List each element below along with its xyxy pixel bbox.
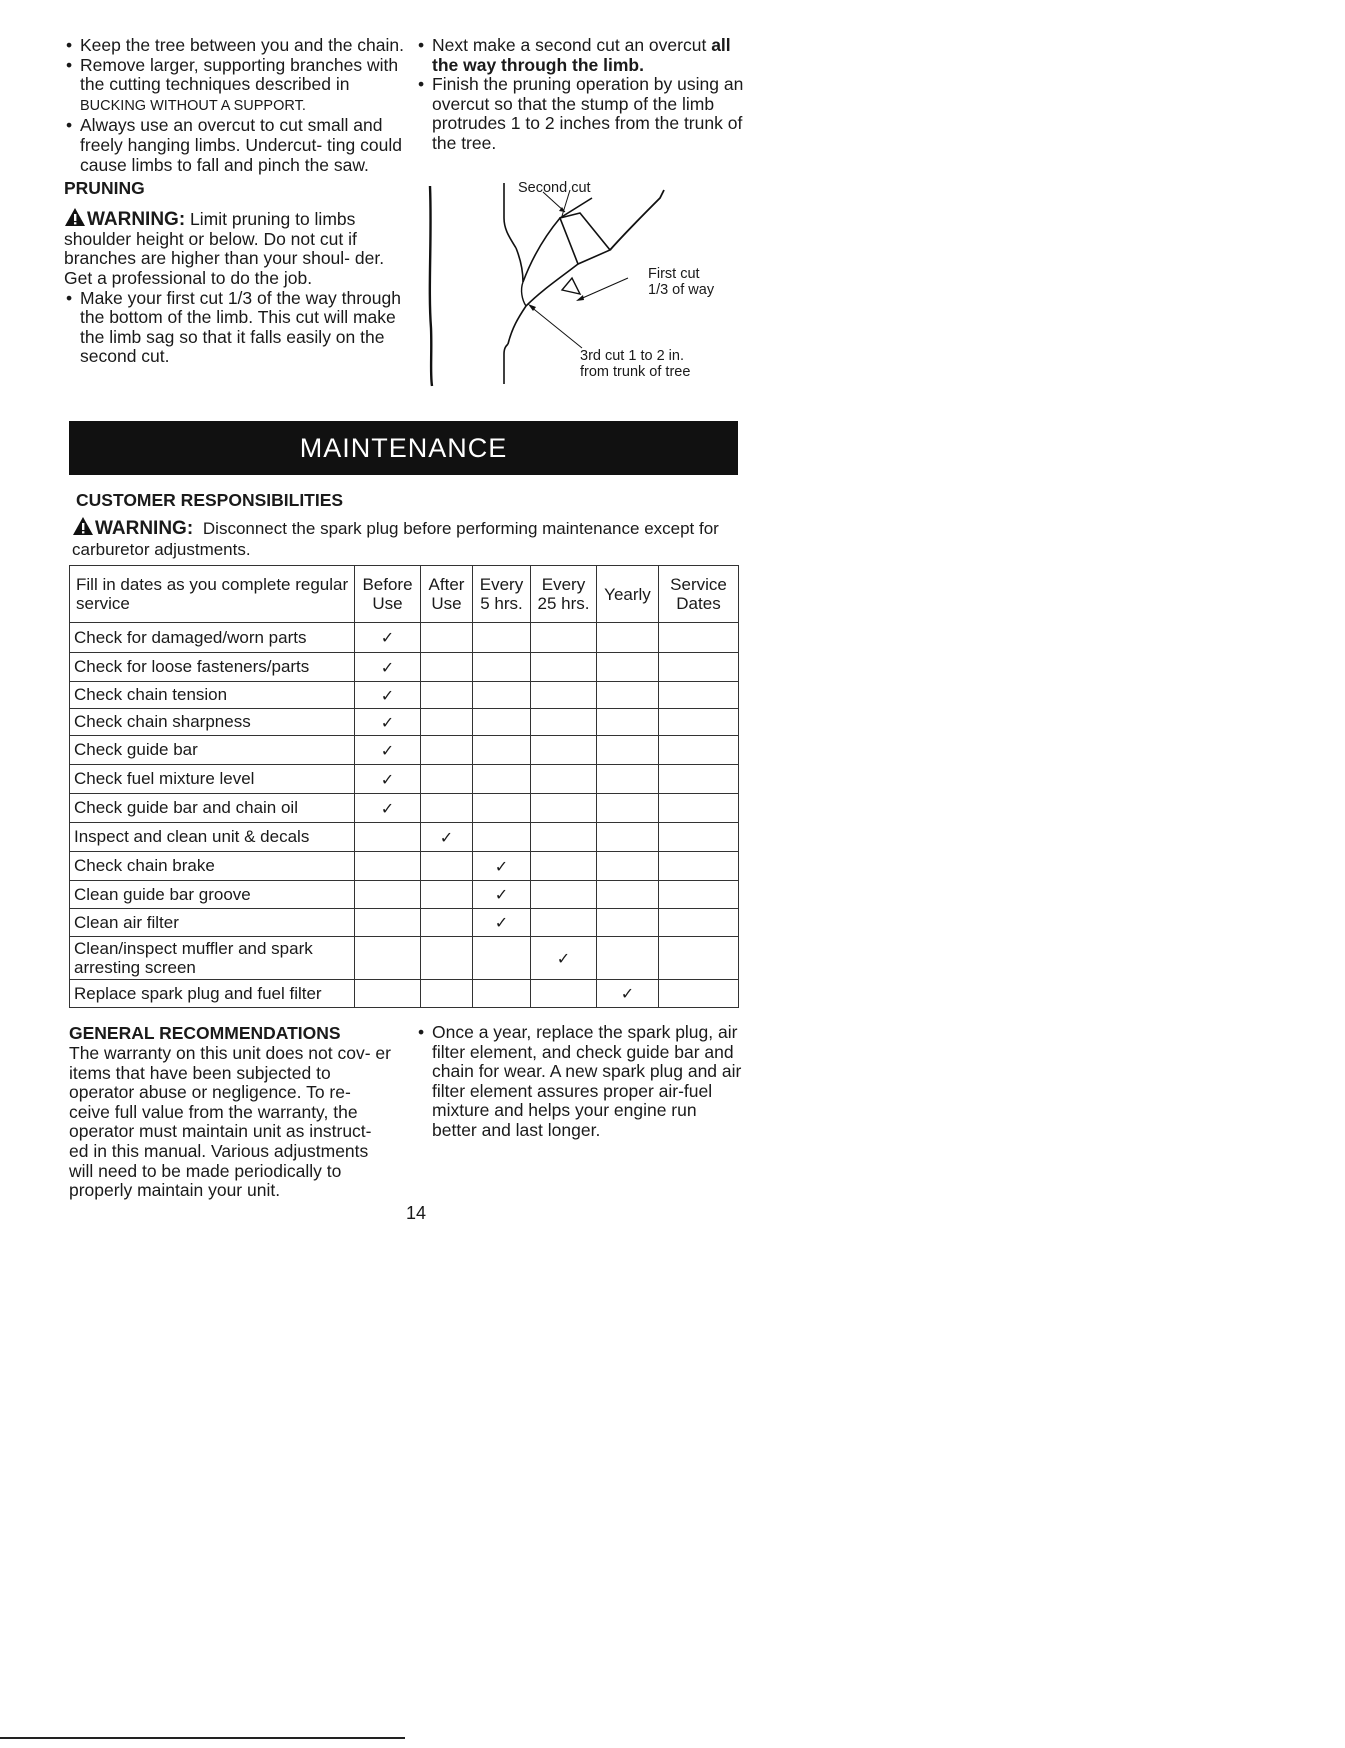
check-cell: [531, 823, 597, 852]
check-cell: [597, 623, 659, 653]
table-row: [70, 980, 739, 1008]
table-row: [70, 653, 739, 682]
check-cell: [473, 794, 531, 823]
bullet-text: Keep the tree between you and the chain.: [80, 35, 404, 55]
check-cell: [355, 823, 421, 852]
table-row: [70, 709, 739, 736]
check-cell: [531, 623, 597, 653]
service-date-cell[interactable]: [659, 736, 739, 765]
check-cell: [355, 852, 421, 881]
check-cell: [531, 980, 597, 1008]
task-cell: Replace spark plug and fuel filter: [70, 980, 355, 1008]
check-mark: ✓: [355, 765, 421, 794]
task-cell: Check fuel mixture level: [70, 765, 355, 794]
task-cell: Check for damaged/worn parts: [70, 623, 355, 653]
check-cell: [597, 653, 659, 682]
warning-label: WARNING:: [95, 518, 194, 539]
table-row: [70, 881, 739, 909]
check-cell: [597, 937, 659, 980]
check-cell: [473, 653, 531, 682]
page-number: 14: [406, 1203, 427, 1223]
table-row: [70, 682, 739, 709]
check-cell: [421, 653, 473, 682]
bullet-remove-branches: [64, 56, 404, 117]
header-after-use: After Use: [421, 566, 473, 623]
check-cell: [473, 736, 531, 765]
pruning-warning: [64, 207, 404, 288]
check-cell: [421, 794, 473, 823]
general-recommendations: [69, 1023, 394, 1201]
check-mark: ✓: [473, 881, 531, 909]
check-cell: [531, 653, 597, 682]
check-cell: [421, 980, 473, 1008]
check-cell: [421, 709, 473, 736]
check-mark: ✓: [597, 980, 659, 1008]
check-mark: ✓: [421, 823, 473, 852]
check-mark: ✓: [355, 709, 421, 736]
check-mark: ✓: [531, 937, 597, 980]
task-cell: Check guide bar and chain oil: [70, 794, 355, 823]
check-mark: ✓: [473, 852, 531, 881]
check-mark: ✓: [355, 623, 421, 653]
service-date-cell[interactable]: [659, 653, 739, 682]
table-header-row: [70, 566, 739, 623]
label-second-cut: Second cut: [518, 180, 591, 196]
check-cell: [531, 909, 597, 937]
task-cell: Clean guide bar groove: [70, 881, 355, 909]
check-cell: [421, 736, 473, 765]
customer-responsibilities-heading: CUSTOMER RESPONSIBILITIES: [76, 490, 344, 510]
header-task: Fill in dates as you complete regular service: [70, 566, 355, 623]
table-row: [70, 937, 739, 980]
label-first-cut-way: 1/3 of way: [648, 282, 715, 298]
bullet-first-cut: [64, 289, 404, 367]
general-recommendations-heading: GENERAL RECOMMENDATIONS: [69, 1023, 341, 1043]
maintenance-schedule-table: [69, 565, 739, 1008]
footer-rule: [0, 1737, 405, 1739]
general-recommendations-text: The warranty on this unit does not cov- er items that have been subjected to operator abuse or negligence. To re- ceive full value from the warranty, the operator must maintain unit as instruct- ed in this manual. Various adjustments will need to be made periodically to properly maintain your unit.: [69, 1043, 391, 1201]
check-cell: [597, 852, 659, 881]
warning-text: Limit pruning to limbs shoulder height or below. Do not cut if branches are higher than your shoul- der. Get a professional to do the job.: [64, 209, 385, 288]
table-row: [70, 794, 739, 823]
bullet-text: Make your first cut 1/3 of the way through the bottom of the limb. This cut will make the limb sag so that it falls easily on the second cut.: [80, 287, 401, 367]
check-mark: ✓: [355, 736, 421, 765]
check-cell: [355, 937, 421, 980]
check-cell: [531, 881, 597, 909]
check-cell: [355, 909, 421, 937]
check-cell: [421, 909, 473, 937]
check-cell: [531, 765, 597, 794]
left-column-top: [64, 36, 404, 367]
check-cell: [473, 823, 531, 852]
bullet-finish-pruning: [416, 75, 746, 153]
warning-text: Disconnect the spark plug before performing maintenance except for carburetor adjustments.: [72, 519, 719, 559]
check-cell: [597, 709, 659, 736]
service-date-cell[interactable]: [659, 823, 739, 852]
task-cell: Clean/inspect muffler and spark arresting screen: [70, 937, 355, 980]
check-mark: ✓: [473, 909, 531, 937]
header-every-5-hrs: Every 5 hrs.: [473, 566, 531, 623]
pruning-diagram: [420, 178, 740, 398]
service-date-cell[interactable]: [659, 709, 739, 736]
label-third-cut-trunk: from trunk of tree: [580, 364, 691, 380]
check-cell: [531, 852, 597, 881]
bullet-text: Remove larger, supporting branches with the cutting techniques described in: [80, 54, 399, 95]
right-bullet-list-bottom: [416, 1023, 746, 1141]
general-recommendations-right: [416, 1023, 746, 1141]
left-bullet-list: [64, 36, 404, 175]
bullet-second-cut: [416, 36, 746, 75]
check-cell: [473, 682, 531, 709]
task-cell: Check chain sharpness: [70, 709, 355, 736]
service-date-cell[interactable]: [659, 881, 739, 909]
right-bullet-list: [416, 36, 746, 154]
table-row: [70, 765, 739, 794]
header-every-25-hrs: Every 25 hrs.: [531, 566, 597, 623]
check-cell: [421, 937, 473, 980]
check-cell: [597, 909, 659, 937]
bullet-text: Next make a second cut an overcut: [432, 35, 707, 55]
right-column-top: [416, 36, 746, 154]
service-date-cell[interactable]: [659, 794, 739, 823]
bullet-text: Always use an overcut to cut small and freely hanging limbs. Undercut- ting could cause limbs to fall and pinch the saw.: [80, 115, 402, 175]
check-mark: ✓: [355, 794, 421, 823]
check-cell: [421, 852, 473, 881]
check-cell: [531, 709, 597, 736]
task-cell: Inspect and clean unit & decals: [70, 823, 355, 852]
bullet-once-a-year: [416, 1023, 746, 1141]
table-row: [70, 852, 739, 881]
table-row: [70, 623, 739, 653]
label-first-cut: First cut: [648, 266, 700, 282]
check-cell: [531, 794, 597, 823]
check-cell: [421, 765, 473, 794]
customer-warning: [72, 516, 742, 560]
service-date-cell[interactable]: [659, 682, 739, 709]
check-cell: [473, 709, 531, 736]
check-cell: [355, 881, 421, 909]
warning-triangle-icon: [64, 207, 86, 227]
header-yearly: Yearly: [597, 566, 659, 623]
check-cell: [421, 881, 473, 909]
bullet-text: Once a year, replace the spark plug, air filter element, and check guide bar and chain for wear. A new spark plug and air filter element assures proper air-fuel mixture and helps your engine run better and last longer.: [432, 1022, 742, 1140]
service-date-cell[interactable]: [659, 937, 739, 980]
check-cell: [421, 623, 473, 653]
left-bullet-list-2: [64, 289, 404, 367]
table-row: [70, 823, 739, 852]
task-cell: Check chain brake: [70, 852, 355, 881]
check-cell: [473, 623, 531, 653]
service-date-cell[interactable]: [659, 852, 739, 881]
check-cell: [597, 765, 659, 794]
service-date-cell[interactable]: [659, 909, 739, 937]
check-cell: [473, 980, 531, 1008]
service-date-cell[interactable]: [659, 765, 739, 794]
check-cell: [355, 980, 421, 1008]
check-cell: [597, 794, 659, 823]
check-mark: ✓: [355, 653, 421, 682]
task-cell: Clean air filter: [70, 909, 355, 937]
service-date-cell[interactable]: [659, 623, 739, 653]
header-service-dates: Service Dates: [659, 566, 739, 623]
check-cell: [421, 682, 473, 709]
bullet-bold-text: all the way through the limb.: [432, 35, 731, 75]
check-cell: [597, 682, 659, 709]
section-reference: BUCKING WITHOUT A SUPPORT.: [80, 97, 306, 114]
check-cell: [597, 736, 659, 765]
task-cell: Check guide bar: [70, 736, 355, 765]
bullet-keep-tree: [64, 36, 404, 56]
bullet-overcut: [64, 116, 404, 175]
check-cell: [531, 682, 597, 709]
check-cell: [473, 765, 531, 794]
task-cell: Check for loose fasteners/parts: [70, 653, 355, 682]
maintenance-banner: MAINTENANCE: [69, 421, 738, 475]
table-row: [70, 909, 739, 937]
check-mark: ✓: [355, 682, 421, 709]
bullet-text: Finish the pruning operation by using an overcut so that the stump of the limb protrudes 1 to 2 inches from the trunk of the tree.: [432, 74, 744, 153]
table-row: [70, 736, 739, 765]
service-date-cell[interactable]: [659, 980, 739, 1008]
warning-triangle-icon: [72, 516, 94, 536]
check-cell: [473, 937, 531, 980]
header-before-use: Before Use: [355, 566, 421, 623]
label-third-cut: 3rd cut 1 to 2 in.: [580, 348, 684, 364]
check-cell: [531, 736, 597, 765]
pruning-heading: PRUNING: [64, 178, 145, 199]
warning-label: WARNING:: [87, 209, 186, 231]
task-cell: Check chain tension: [70, 682, 355, 709]
check-cell: [597, 823, 659, 852]
check-cell: [597, 881, 659, 909]
